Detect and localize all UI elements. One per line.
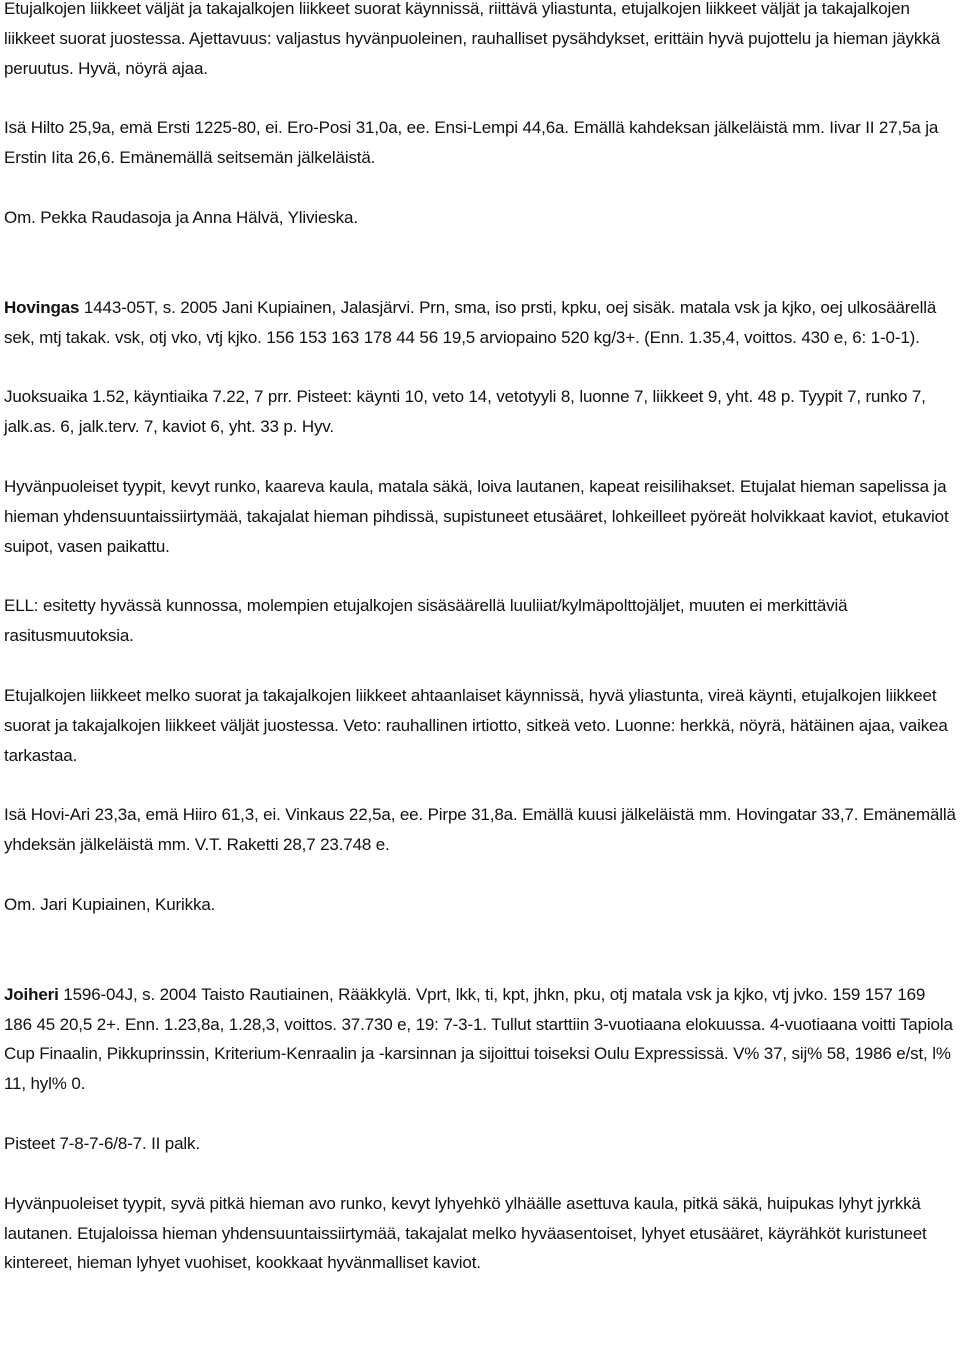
spacer xyxy=(4,83,956,113)
spacer xyxy=(4,651,956,681)
spacer xyxy=(4,770,956,800)
spacer xyxy=(4,173,956,203)
conformation-paragraph: Hyvänpuoleiset tyypit, kevyt runko, kaareva kaula, matala säkä, loiva lautanen, kapeat reisilihakset. Etujalat hieman sapelissa ja hieman yhdensuuntaissiirtymää, takajalat hieman pihdissä, supistuneet etusääret, lohkeilleet pyöreät holvikkaat kaviot, etukaviot suipot, vasen paikattu. xyxy=(4,476,949,556)
scores-paragraph: Pisteet 7-8-7-6/8-7. II palk. xyxy=(4,1133,200,1153)
spacer xyxy=(4,920,956,980)
pedigree-paragraph: Isä Hilto 25,9a, emä Ersti 1225-80, ei. Ero-Posi 31,0a, ee. Ensi-Lempi 44,6a. Emällä kahdeksan jälkeläistä mm. Iivar II 27,5a ja Erstin Iita 26,6. Emänemällä seitsemän jälkeläistä. xyxy=(4,118,939,168)
scores-paragraph: Juoksuaika 1.52, käyntiaika 7.22, 7 prr. Pisteet: käynti 10, veto 14, vetotyyli 8, luonne 7, liikkeet 9, yht. 48 p. Tyypit 7, runko 7, jalk.as. 6, jalk.terv. 7, kaviot 6, yht. 33 p. Hyv. xyxy=(4,387,926,437)
spacer xyxy=(4,442,956,472)
spacer xyxy=(4,1159,956,1189)
vet-paragraph: ELL: esitetty hyvässä kunnossa, molempien etujalkojen sisäsäärellä luuliiat/kylmäpolttojäljet, muuten ei merkittäviä rasitusmuutoksia. xyxy=(4,596,848,646)
movement-paragraph: Etujalkojen liikkeet väljät ja takajalkojen liikkeet suorat käynnissä, riittävä yliastunta, etujalkojen liikkeet väljät ja takajalkojen liikkeet suorat juostessa. Ajettavuus: valjastus hyvänpuoleinen, rauhalliset pysähdykset, erittäin hyvä pujottelu ja hieman jäykkä peruutus. Hyvä, nöyrä ajaa. xyxy=(4,0,940,78)
owner-paragraph: Om. Jari Kupiainen, Kurikka. xyxy=(4,894,216,914)
owner-paragraph: Om. Pekka Raudasoja ja Anna Hälvä, Ylivieska. xyxy=(4,207,358,227)
spacer xyxy=(4,561,956,591)
horse-details: 1443-05T, s. 2005 Jani Kupiainen, Jalasjärvi. Prn, sma, iso prsti, kpku, oej sisäk. matala vsk ja kjko, oej ulkosäärellä sek, mtj takak. vsk, otj vko, vtj kjko. 156 153 163 178 44 56 19,5 arviopaino 520 kg/3+. (Enn. 1.35,4, voittos. 430 e, 6: 1-0-1). xyxy=(4,297,937,347)
horse-details: 1596-04J, s. 2004 Taisto Rautiainen, Rääkkylä. Vprt, lkk, ti, kpt, jhkn, pku, otj matala vsk ja kjko, vtj jvko. 159 157 169 186 45 20,5 2+. Enn. 1.23,8a, 1.28,3, voittos. 37.730 e, 19: 7-3-1. Tullut starttiin 3-vuotiaana elokuussa. 4-vuotiaana voitti Tapiola Cup Finaalin, Pikkuprinssin, Kriterium-Kenraalin ja -karsinnan ja sijoittui toiseksi Oulu Expressissä. V% 37, sij% 58, 1986 e/st, l% 11, hyl% 0. xyxy=(4,984,953,1094)
horse-entry-hovingas xyxy=(4,293,956,353)
conformation-paragraph: Hyvänpuoleiset tyypit, syvä pitkä hieman avo runko, kevyt lyhyehkö ylhäälle asettuva kaula, pitkä säkä, huipukas lyhyt jyrkkä lautanen. Etujaloissa hieman yhdensuuntaissiirtymää, takajalat melko hyväasentoiset, lyhyet etusääret, käyrähköt kuristuneet kintereet, hieman lyhyet vuohiset, kookkaat hyvänmalliset kaviot. xyxy=(4,1193,927,1273)
pedigree-paragraph: Isä Hovi-Ari 23,3a, emä Hiiro 61,3, ei. Vinkaus 22,5a, ee. Pirpe 31,8a. Emällä kuusi jälkeläistä mm. Hovingatar 33,7. Emänemällä yhdeksän jälkeläistä mm. V.T. Raketti 28,7 23.748 e. xyxy=(4,805,956,855)
movement-paragraph: Etujalkojen liikkeet melko suorat ja takajalkojen liikkeet ahtaanlaiset käynnissä, hyvä yliastunta, vireä käynti, etujalkojen liikkeet suorat ja takajalkojen liikkeet väljät juostessa. Veto: rauhallinen irtiotto, sitkeä veto. Luonne: herkkä, nöyrä, hätäinen ajaa, vaikea tarkastaa. xyxy=(4,685,948,765)
horse-name: Hovingas xyxy=(4,297,80,317)
document-page xyxy=(4,0,956,1278)
spacer xyxy=(4,233,956,293)
horse-name: Joiheri xyxy=(4,984,59,1004)
spacer xyxy=(4,1099,956,1129)
spacer xyxy=(4,352,956,382)
horse-entry-joiheri xyxy=(4,980,956,1099)
spacer xyxy=(4,860,956,890)
